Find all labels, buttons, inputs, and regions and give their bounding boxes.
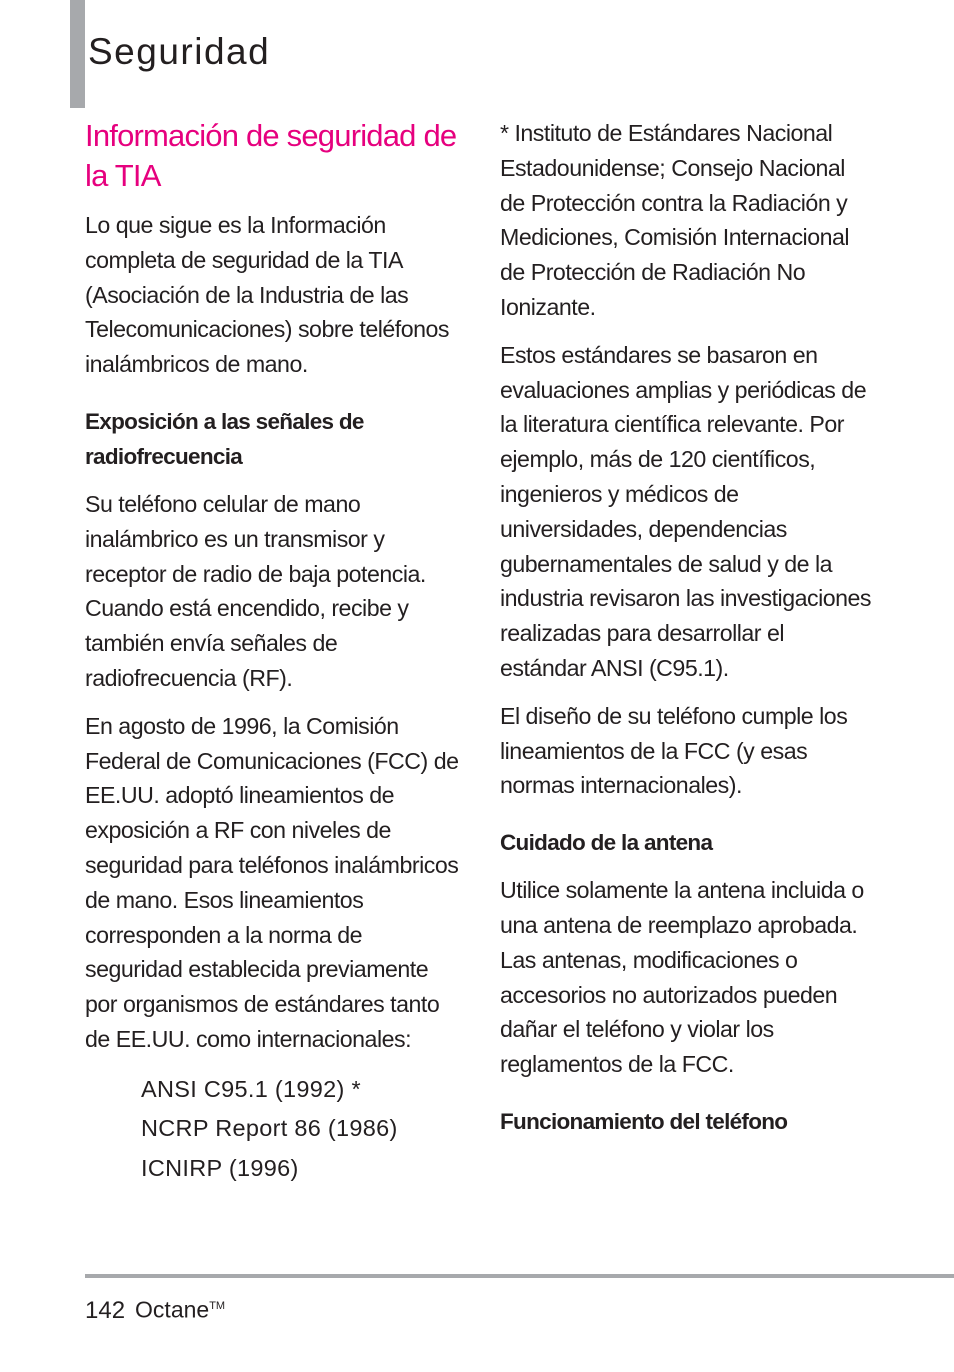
section-tab-bar bbox=[70, 0, 85, 108]
standards-list bbox=[141, 1070, 460, 1189]
intro-paragraph: Lo que sigue es la Información completa de seguridad de la TIA (Asociación de la Industria de las Telecomunicaciones) sobre teléfonos inalámbricos de mano. bbox=[85, 212, 450, 378]
standard-item: ICNIRP (1996) bbox=[141, 1154, 299, 1181]
page-footer bbox=[85, 1291, 225, 1326]
rf-exposure-heading: Exposición a las señales de radiofrecuencia bbox=[85, 408, 364, 469]
rf-paragraph-2: En agosto de 1996, la Comisión Federal de Comunicaciones (FCC) de EE.UU. adoptó lineamientos de exposición a RF con niveles de seguridad para teléfonos inalámbricos de mano. Esos lineamientos corresponden a la norma de seguridad establecida previamente por organismos de estándares tanto de EE.UU. como internacionales: bbox=[85, 712, 459, 1052]
standards-paragraph: Estos estándares se basaron en evaluaciones amplias y periódicas de la literatura científica relevante. Por ejemplo, más de 120 científicos, ingenieros y médicos de universidades, dependencias gubernamentales de salud y de la industria revisaron las investigaciones realizadas para desarrollar el estándar ANSI (C95.1). bbox=[500, 341, 872, 681]
product-name: Octane bbox=[135, 1296, 210, 1323]
standard-item: ANSI C95.1 (1992) * bbox=[141, 1075, 361, 1102]
left-column bbox=[85, 116, 460, 1188]
rf-paragraph-1: Su teléfono celular de mano inalámbrico es un transmisor y receptor de radio de baja potencia. Cuando está encendido, recibe y también envía señales de radiofrecuencia (RF). bbox=[85, 490, 426, 691]
phone-operation-heading: Funcionamiento del teléfono bbox=[500, 1108, 788, 1134]
standard-item: NCRP Report 86 (1986) bbox=[141, 1115, 398, 1142]
antenna-paragraph: Utilice solamente la antena incluida o una antena de reemplazo aprobada. Las antenas, modificaciones o accesorios no autorizados pueden dañar el teléfono y violar los reglamentos de la FCC. bbox=[500, 877, 864, 1078]
right-column bbox=[500, 116, 875, 1152]
antenna-care-heading: Cuidado de la antena bbox=[500, 830, 713, 856]
page-number: 142 bbox=[85, 1296, 126, 1324]
section-title: Seguridad bbox=[88, 31, 271, 72]
trademark-mark: TM bbox=[209, 1300, 226, 1312]
footer-rule bbox=[85, 1274, 954, 1278]
standards-footnote: * Instituto de Estándares Nacional Estadounidense; Consejo Nacional de Protección contra la Radiación y Mediciones, Comisión Internacional de Protección de Radiación No Ionizante. bbox=[500, 120, 850, 320]
compliance-paragraph: El diseño de su teléfono cumple los lineamientos de la FCC (y esas normas internacionales). bbox=[500, 702, 848, 799]
page-heading: Información de seguridad de la TIA bbox=[85, 118, 457, 193]
